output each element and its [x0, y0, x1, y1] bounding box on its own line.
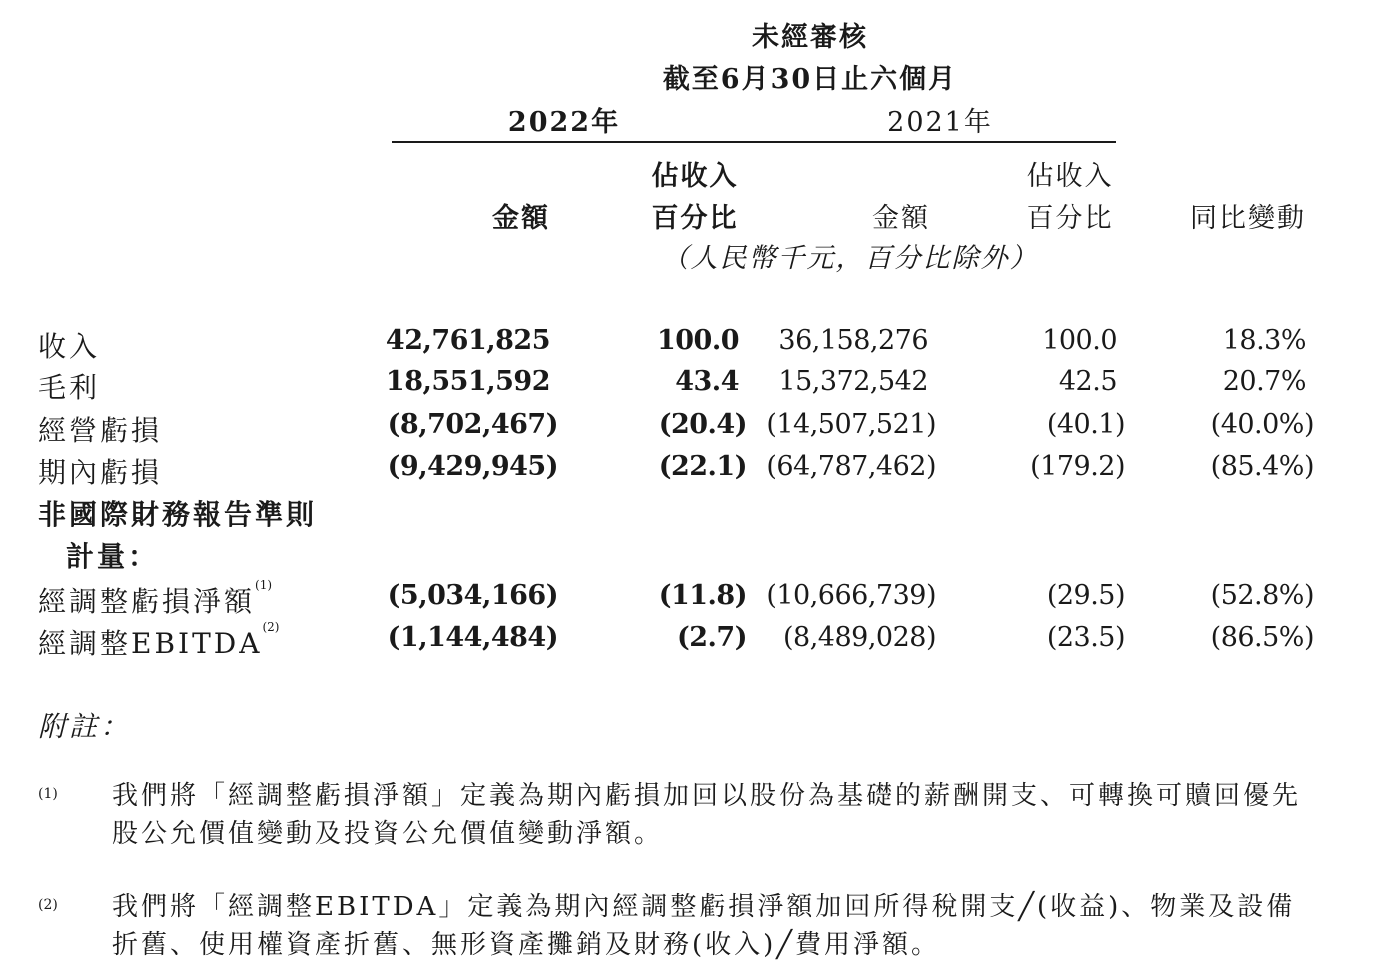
year-2022-label: 2022年: [507, 107, 621, 138]
cell-pct-2022: (20.4): [658, 409, 747, 440]
note-ref: (2): [262, 620, 280, 634]
cell-pct-2021: (179.2): [1030, 451, 1125, 482]
cell-amt-2022: 18,551,592: [385, 366, 550, 397]
period-title: 截至6月30日止六個月: [662, 64, 958, 95]
row-label-operating-loss: 經營虧損: [38, 414, 163, 447]
cell-yoy: 20.7%: [1222, 366, 1306, 397]
row-label-gross-profit: 毛利: [38, 371, 101, 404]
non-ifrs-heading: 非國際財務報告準則: [38, 498, 318, 531]
row-label-adjusted-ebitda: 經調整EBITDA$^{(2)}$: [38, 620, 280, 660]
cell-pct-2021: 42.5: [1058, 366, 1117, 397]
cell-amt-2021: (14,507,521): [766, 409, 936, 440]
row-label-period-loss: 期內虧損: [38, 456, 163, 489]
year-2021-label: 2021年: [887, 107, 993, 138]
note-ref: (1): [255, 578, 273, 592]
cell-pct-2022: (11.8): [658, 580, 747, 611]
col-amount-2021: 金額: [872, 203, 930, 234]
cell-pct-2022: (22.1): [658, 451, 747, 482]
cell-pct-2021: (29.5): [1046, 580, 1125, 611]
notes-title: 附註：: [38, 710, 132, 743]
note-mark-2: (2): [38, 897, 58, 913]
cell-yoy: 18.3%: [1222, 325, 1306, 356]
cell-pct-2022: 43.4: [675, 366, 739, 397]
row-label-adjusted-net-loss: 經調整虧損淨額$^{(1)}$: [38, 578, 273, 618]
cell-amt-2022: (5,034,166): [387, 580, 558, 611]
cell-yoy: (86.5%): [1210, 622, 1314, 653]
cell-yoy: (52.8%): [1210, 580, 1314, 611]
cell-amt-2021: (64,787,462): [766, 451, 936, 482]
col-pct-2021-line1: 佔收入: [1026, 161, 1114, 192]
col-yoy: 同比變動: [1190, 203, 1306, 234]
header-rule: [392, 141, 1116, 143]
note-text-2: 我們將「經調整EBITDA」定義為期內經調整虧損淨額加回所得稅開支╱(收益)、物業及設備折舊、使用權資產折舊、無形資產攤銷及財務(收入)╱費用淨額。: [112, 892, 1296, 960]
cell-amt-2022: (1,144,484): [387, 622, 558, 653]
note-text-1: 我們將「經調整虧損淨額」定義為期內虧損加回以股份為基礎的薪酬開支、可轉換可贖回優先股公允價值變動及投資公允價值變動淨額。: [112, 781, 1302, 849]
col-amount-2022: 金額: [492, 203, 550, 234]
cell-pct-2022: 100.0: [656, 325, 739, 356]
cell-amt-2021: (10,666,739): [766, 580, 936, 611]
cell-yoy: (40.0%): [1210, 409, 1314, 440]
cell-pct-2021: 100.0: [1042, 325, 1117, 356]
row-label-revenue: 收入: [38, 330, 101, 363]
unit-note: （人民幣千元，百分比除外）: [661, 243, 1039, 274]
cell-pct-2022: (2.7): [676, 622, 747, 653]
cell-amt-2021: (8,489,028): [783, 622, 936, 653]
col-pct-2021-line2: 百分比: [1026, 203, 1114, 234]
cell-amt-2021: 36,158,276: [778, 325, 928, 356]
audit-status: 未經審核: [752, 22, 868, 53]
cell-amt-2022: (9,429,945): [387, 451, 558, 482]
cell-amt-2022: (8,702,467): [387, 409, 558, 440]
cell-yoy: (85.4%): [1210, 451, 1314, 482]
note-mark-1: (1): [38, 786, 58, 802]
col-pct-2022-line1: 佔收入: [651, 161, 739, 192]
cell-amt-2022: 42,761,825: [385, 325, 550, 356]
non-ifrs-heading-cont: 計量：: [66, 540, 160, 573]
cell-amt-2021: 15,372,542: [778, 366, 928, 397]
cell-pct-2021: (23.5): [1046, 622, 1125, 653]
col-pct-2022-line2: 百分比: [651, 203, 739, 234]
cell-pct-2021: (40.1): [1046, 409, 1125, 440]
